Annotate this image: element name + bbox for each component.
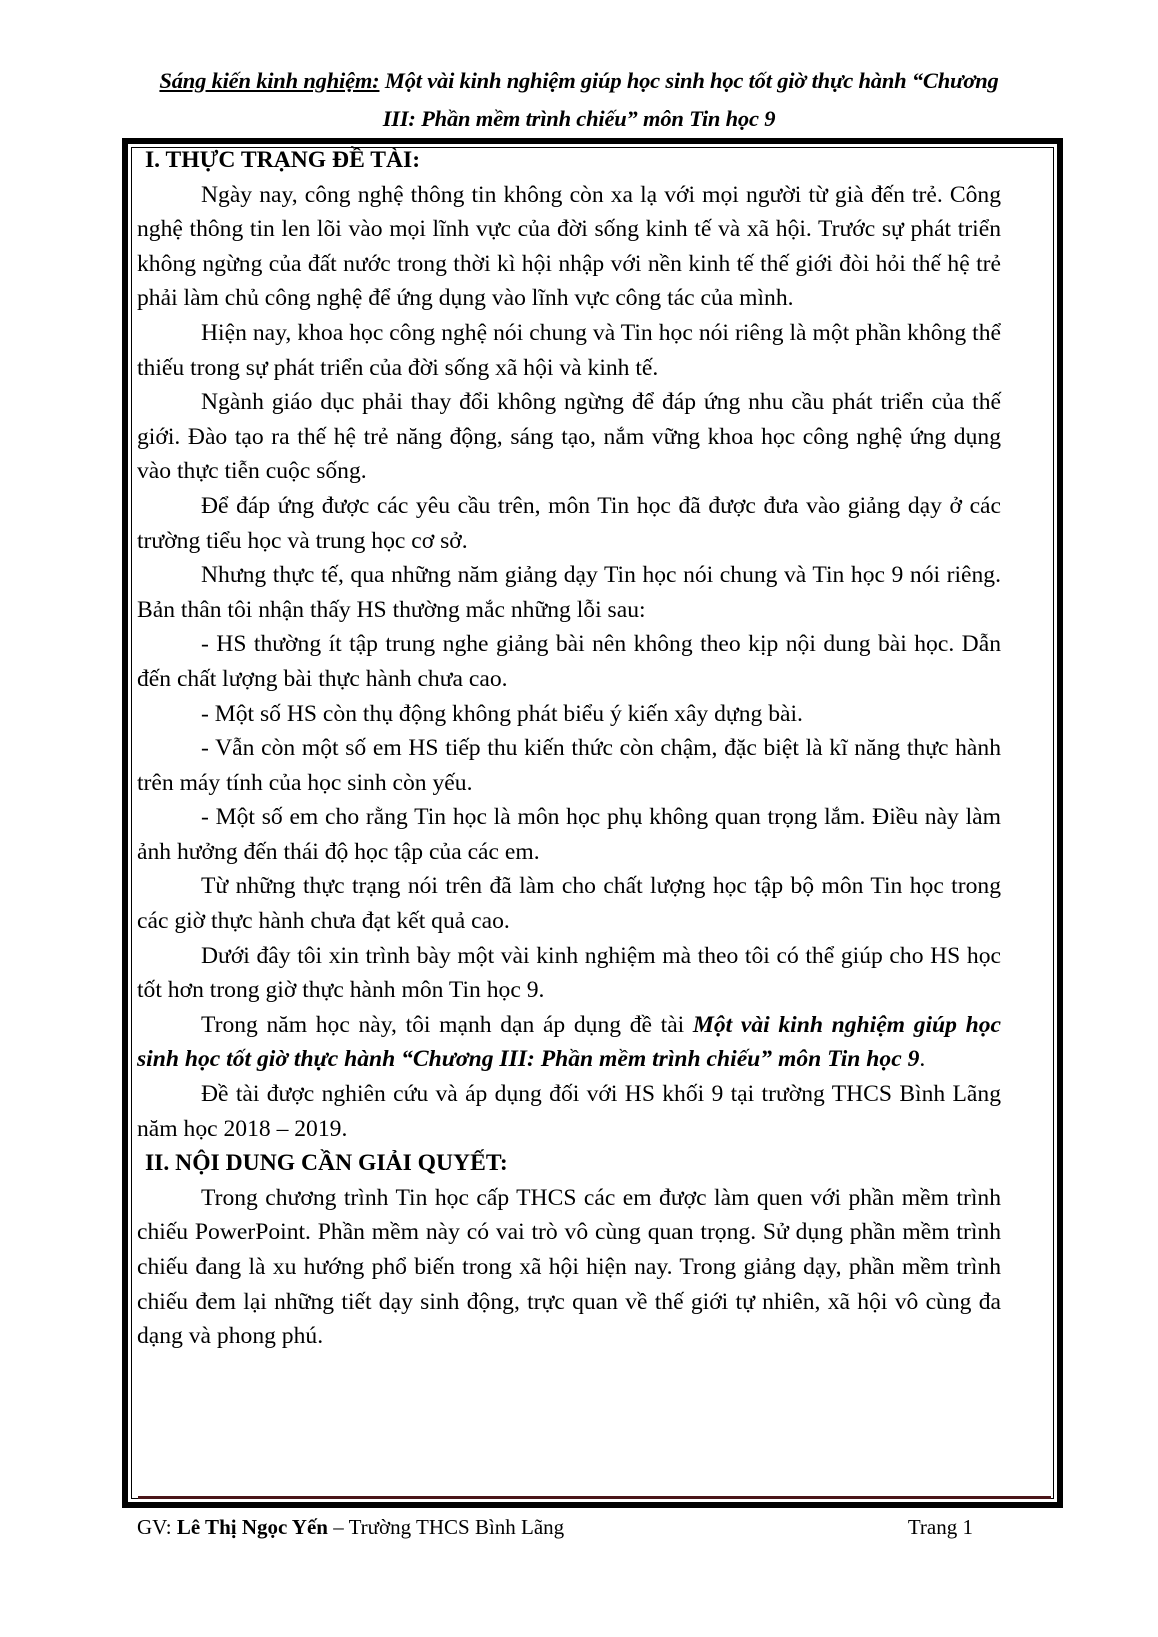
page-footer bbox=[137, 1512, 973, 1542]
header-lead: Sáng kiến kinh nghiệm: bbox=[159, 68, 380, 93]
page-border-bottom-accent bbox=[138, 1496, 1051, 1499]
project-title-emphasis: Một vài kinh nghiệm giúp học sinh học tốt giờ thực hành “Chương III: Phần mềm trình chiếu” môn Tin học 9 bbox=[137, 1011, 1002, 1073]
paragraph: Trong chương trình Tin học cấp THCS các em được làm quen với phần mềm trình chiếu PowerPoint. Phần mềm này có vai trò vô cùng quan trọng. Sử dụng phần mềm trình chiếu đang là xu hướng phổ biến trong xã hội hiện nay. Trong giảng dạy, phần mềm trình chiếu đem lại những tiết dạy sinh động, trực quan về thế giới tự nhiên, xã hội vô cùng đa dạng và phong phú. bbox=[137, 1184, 1001, 1350]
running-header bbox=[120, 62, 1038, 138]
footer-school: – Trường THCS Bình Lãng bbox=[327, 1515, 565, 1539]
header-line-1 bbox=[120, 62, 1038, 100]
header-line-2: III: Phần mềm trình chiếu” môn Tin học 9 bbox=[382, 106, 776, 131]
bullet-paragraph: - Một số HS còn thụ động không phát biểu ý kiến xây dựng bài. bbox=[201, 700, 803, 727]
paragraph: Nhưng thực tế, qua những năm giảng dạy Tin học nói chung và Tin học 9 nói riêng. Bản thân tôi nhận thấy HS thường mắc những lỗi sau: bbox=[137, 562, 1001, 623]
header-title-part-1: Một vài kinh nghiệm giúp học sinh học tốt giờ thực hành “Chương bbox=[379, 68, 999, 93]
paragraph: Ngành giáo dục phải thay đổi không ngừng để đáp ứng nhu cầu phát triển của thế giới. Đào tạo ra thế hệ trẻ năng động, sáng tạo, nắm vững khoa học công nghệ ứng dụng vào thực tiễn cuộc sống. bbox=[137, 389, 1001, 485]
footer-author-line bbox=[137, 1512, 564, 1542]
bullet-paragraph: - Một số em cho rằng Tin học là môn học phụ không quan trọng lắm. Điều này làm ảnh hưởng đến thái độ học tập của các em. bbox=[137, 804, 1001, 865]
bullet-paragraph: - HS thường ít tập trung nghe giảng bài nên không theo kịp nội dung bài học. Dẫn đến chất lượng bài thực hành chưa cao. bbox=[137, 631, 1001, 692]
apply-prefix: Trong năm học này, tôi mạnh dạn áp dụng đề tài bbox=[201, 1011, 693, 1038]
footer-page-number: Trang 1 bbox=[907, 1515, 973, 1539]
paragraph: Ngày nay, công nghệ thông tin không còn xa lạ với mọi người từ già đến trẻ. Công nghệ thông tin len lõi vào mọi lĩnh vực của đời sống kinh tế và xã hội. Trước sự phát triển không ngừng của đất nước trong thời kì hội nhập với nền kinh tế thế giới đòi hỏi thế hệ trẻ phải làm chủ công nghệ để ứng dụng vào lĩnh vực công tác của mình. bbox=[137, 181, 1001, 312]
bullet-paragraph: - Vẫn còn một số em HS tiếp thu kiến thức còn chậm, đặc biệt là kĩ năng thực hành trên máy tính của học sinh còn yếu. bbox=[137, 735, 1001, 796]
section-2-heading: II. NỘI DUNG CẦN GIẢI QUYẾT: bbox=[145, 1150, 508, 1177]
paragraph: Từ những thực trạng nói trên đã làm cho chất lượng học tập bộ môn Tin học trong các giờ thực hành chưa đạt kết quả cao. bbox=[137, 873, 1001, 935]
section-1-heading: I. THỰC TRẠNG ĐỀ TÀI: bbox=[145, 147, 421, 173]
apply-paragraph bbox=[137, 1008, 1001, 1077]
footer-author-name: Lê Thị Ngọc Yến bbox=[176, 1515, 328, 1539]
paragraph: Để đáp ứng được các yêu cầu trên, môn Tin học đã được đưa vào giảng dạy ở các trường tiểu học và trung học cơ sở. bbox=[137, 492, 1001, 554]
footer-gv-label: GV: bbox=[137, 1515, 177, 1539]
paragraph: Hiện nay, khoa học công nghệ nói chung và Tin học nói riêng là một phần không thể thiếu trong sự phát triển của đời sống xã hội và kinh tế. bbox=[137, 319, 1001, 381]
page-content bbox=[137, 143, 1001, 1354]
scope-paragraph: Đề tài được nghiên cứu và áp dụng đối với HS khối 9 tại trường THCS Bình Lãng năm học 2018 – 2019. bbox=[137, 1081, 1001, 1142]
apply-suffix: . bbox=[919, 1046, 926, 1073]
paragraph: Dưới đây tôi xin trình bày một vài kinh nghiệm mà theo tôi có thể giúp cho HS học tốt hơn trong giờ thực hành môn Tin học 9. bbox=[137, 942, 1001, 1004]
